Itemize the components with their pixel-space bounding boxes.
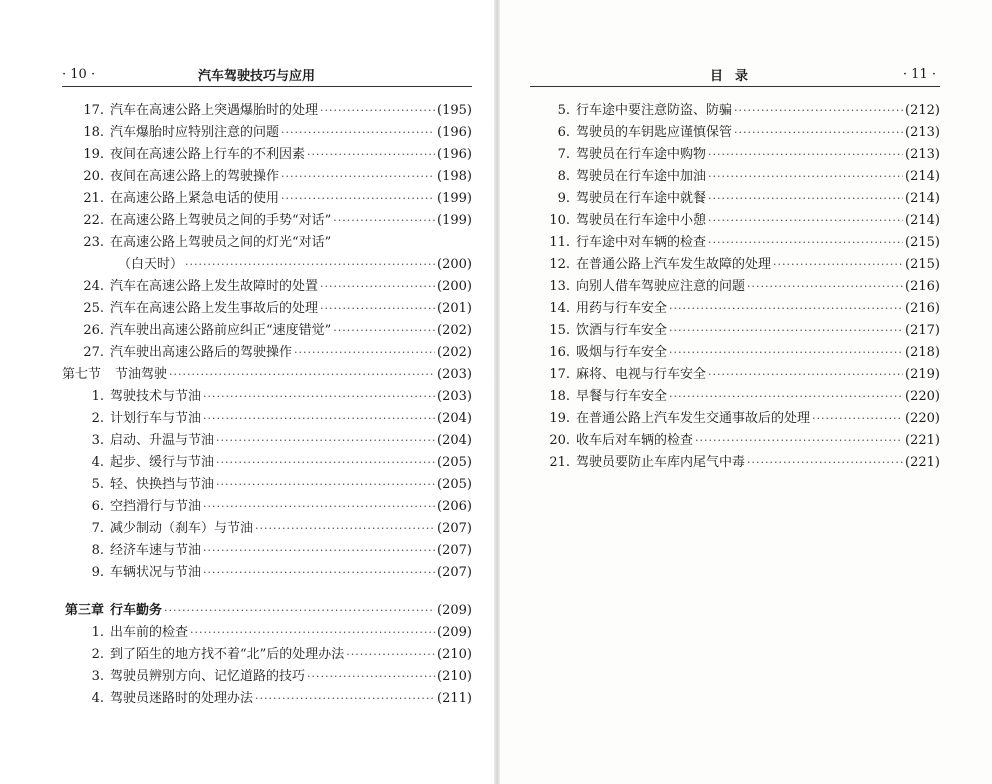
entry-title: 减少制动（刹车）与节油 (110, 521, 254, 536)
entry-title: （白天时） (118, 257, 184, 272)
entry-title: 起步、缓行与节油 (110, 455, 215, 470)
entry-title: 经济车速与节油 (110, 543, 202, 558)
toc-entry (62, 320, 472, 342)
chapter-title: 行车勤务 (110, 603, 163, 618)
entry-number: 7. (557, 147, 570, 162)
entry-title: 启动、升温与节油 (110, 433, 215, 448)
dot-leader (255, 518, 435, 540)
chapter-label: 第三章 (64, 603, 104, 618)
entry-title: 向别人借车驾驶应注意的问题 (576, 279, 746, 294)
dot-leader (281, 166, 435, 188)
entry-number: 9. (557, 191, 570, 206)
right-page-header (556, 64, 936, 84)
toc-entry (62, 430, 472, 452)
entry-title: 驾驶员在行车途中小憩 (576, 213, 707, 228)
entry-page: (216) (905, 279, 940, 294)
right-page-number: · 11 · (902, 66, 936, 82)
toc-entry (530, 430, 940, 452)
dot-leader (669, 298, 903, 320)
toc-entry (530, 232, 940, 254)
toc-entry (62, 562, 472, 584)
entry-number: 27. (83, 345, 104, 360)
toc-entry (530, 210, 940, 232)
toc-entry (530, 122, 940, 144)
entry-title: 空挡滑行与节油 (110, 499, 202, 514)
entry-page: (200) (437, 257, 472, 272)
dot-leader (320, 298, 435, 320)
dot-leader (203, 386, 435, 408)
entry-title: 驾驶员在行车途中就餐 (576, 191, 707, 206)
entry-title: 到了陌生的地方找不着“北”后的处理办法 (110, 647, 345, 662)
toc-entry (62, 452, 472, 474)
right-page (500, 0, 992, 784)
entry-number: 5. (91, 477, 104, 492)
entry-page: (199) (437, 191, 472, 206)
toc-entry (62, 540, 472, 562)
entry-page: (210) (437, 669, 472, 684)
entry-title: 饮酒与行车安全 (576, 323, 668, 338)
entry-number: 4. (91, 455, 104, 470)
entry-title: 吸烟与行车安全 (576, 345, 668, 360)
entry-page: (198) (437, 169, 472, 184)
toc-entry (62, 298, 472, 320)
toc-entry (62, 622, 472, 644)
dot-leader (734, 100, 903, 122)
toc-entry (530, 386, 940, 408)
entry-page: (204) (437, 433, 472, 448)
dot-leader (747, 452, 903, 474)
entry-title: 汽车爆胎时应特别注意的问题 (110, 125, 280, 140)
entry-title: 出车前的检查 (110, 625, 189, 640)
toc-entry (62, 474, 472, 496)
dot-leader (216, 452, 435, 474)
dot-leader (255, 688, 435, 710)
entry-number: 4. (91, 691, 104, 706)
dot-leader (203, 496, 435, 518)
right-toc (530, 100, 940, 474)
entry-title: 在普通公路上汽车发生故障的处理 (576, 257, 772, 272)
entry-number: 21. (549, 455, 570, 470)
entry-title: 驾驶员的车钥匙应谨慎保管 (576, 125, 733, 140)
entry-number: 9. (91, 565, 104, 580)
entry-number: 8. (557, 169, 570, 184)
entry-title: 汽车驶出高速公路后的驾驶操作 (110, 345, 293, 360)
entry-page: (207) (437, 521, 472, 536)
dot-leader (307, 666, 435, 688)
entry-number: 7. (91, 521, 104, 536)
toc-entry (62, 166, 472, 188)
entry-page: (218) (905, 345, 940, 360)
entry-number: 2. (91, 411, 104, 426)
entry-page: (201) (437, 301, 472, 316)
entry-number: 14. (549, 301, 570, 316)
entry-number: 18. (83, 125, 104, 140)
entry-number: 11. (549, 235, 570, 250)
entry-title: 汽车在高速公路上发生故障时的处置 (110, 279, 319, 294)
dot-leader (203, 562, 435, 584)
left-page-number: · 10 · (62, 66, 96, 82)
toc-entry (62, 342, 472, 364)
entry-number: 20. (83, 169, 104, 184)
toc-entry (62, 408, 472, 430)
entry-title: 在高速公路上驾驶员之间的手势“对话” (110, 213, 332, 228)
entry-number: 17. (83, 103, 104, 118)
entry-page: (219) (905, 367, 940, 382)
toc-chapter-heading (62, 600, 472, 622)
entry-page: (203) (437, 389, 472, 404)
entry-number: 2. (91, 647, 104, 662)
toc-entry (530, 144, 940, 166)
entry-page: (206) (437, 499, 472, 514)
toc-entry (530, 100, 940, 122)
entry-page: (214) (905, 213, 940, 228)
entry-page: (195) (437, 103, 472, 118)
toc-entry (530, 276, 940, 298)
entry-title: 夜间在高速公路上行车的不利因素 (110, 147, 306, 162)
entry-page: (215) (905, 257, 940, 272)
toc-entry (530, 254, 940, 276)
entry-title: 驾驶员要防止车库内尾气中毒 (576, 455, 746, 470)
section-title: 节油驾驶 (115, 367, 168, 382)
entry-title: 轻、快换挡与节油 (110, 477, 215, 492)
entry-page: (202) (437, 345, 472, 360)
toc-entry (62, 210, 472, 232)
entry-title: 汽车驶出高速公路前应纠正“速度错觉” (110, 323, 332, 338)
entry-title: 行车途中对车辆的检查 (576, 235, 707, 250)
toc-entry (62, 100, 472, 122)
entry-title: 计划行车与节油 (110, 411, 202, 426)
dot-leader (669, 320, 903, 342)
dot-leader (164, 600, 435, 622)
entry-page: (209) (437, 603, 472, 618)
entry-title: 驾驶员在行车途中购物 (576, 147, 707, 162)
entry-title: 夜间在高速公路上的驾驶操作 (110, 169, 280, 184)
dot-leader (695, 430, 903, 452)
entry-page: (220) (905, 389, 940, 404)
entry-title: 麻将、电视与行车安全 (576, 367, 707, 382)
dot-leader (203, 408, 435, 430)
dot-leader (734, 122, 903, 144)
entry-number: 8. (91, 543, 104, 558)
toc-entry (62, 232, 472, 254)
toc-entry (62, 496, 472, 518)
entry-title: 用药与行车安全 (576, 301, 668, 316)
entry-page: (209) (437, 625, 472, 640)
toc-entry (530, 452, 940, 474)
entry-page: (202) (437, 323, 472, 338)
left-page-header (62, 64, 470, 84)
entry-number: 26. (83, 323, 104, 338)
entry-page: (211) (437, 691, 472, 706)
entry-number: 19. (549, 411, 570, 426)
entry-page: (213) (905, 125, 940, 140)
toc-entry (530, 298, 940, 320)
dot-leader (281, 122, 435, 144)
dot-leader (216, 430, 435, 452)
left-running-title: 汽车驾驶技巧与应用 (198, 68, 316, 84)
entry-page: (221) (905, 455, 940, 470)
toc-entry (62, 144, 472, 166)
left-toc (62, 100, 472, 710)
entry-page: (199) (437, 213, 472, 228)
entry-number: 23. (83, 235, 104, 250)
toc-entry (530, 188, 940, 210)
entry-number: 16. (549, 345, 570, 360)
dot-leader (669, 342, 903, 364)
entry-number: 6. (91, 499, 104, 514)
entry-number: 15. (549, 323, 570, 338)
dot-leader (708, 232, 903, 254)
section-label: 第七节 (62, 367, 102, 382)
entry-title: 收车后对车辆的检查 (576, 433, 694, 448)
left-header-rule (62, 86, 472, 87)
entry-number: 24. (83, 279, 104, 294)
toc-entry (530, 320, 940, 342)
entry-page: (212) (905, 103, 940, 118)
entry-title: 在普通公路上汽车发生交通事故后的处理 (576, 411, 811, 426)
toc-entry (62, 666, 472, 688)
dot-leader (333, 320, 435, 342)
dot-leader (346, 644, 435, 666)
entry-title: 早餐与行车安全 (576, 389, 668, 404)
entry-title: 驾驶员辨别方向、记忆道路的技巧 (110, 669, 306, 684)
entry-page: (213) (905, 147, 940, 162)
entry-page: (207) (437, 543, 472, 558)
toc-section-heading (62, 364, 472, 386)
entry-title: 驾驶技术与节油 (110, 389, 202, 404)
dot-leader (812, 408, 903, 430)
entry-number: 5. (557, 103, 570, 118)
right-header-rule (530, 86, 940, 87)
entry-title: 行车途中要注意防盗、防骗 (576, 103, 733, 118)
entry-page: (196) (437, 125, 472, 140)
dot-leader (333, 210, 435, 232)
entry-number: 18. (549, 389, 570, 404)
entry-number: 3. (91, 669, 104, 684)
toc-entry (62, 122, 472, 144)
toc-entry (62, 188, 472, 210)
toc-entry (62, 276, 472, 298)
entry-page: (220) (905, 411, 940, 426)
toc-entry (530, 342, 940, 364)
dot-leader (669, 386, 903, 408)
dot-leader (185, 254, 435, 276)
entry-page: (217) (905, 323, 940, 338)
dot-leader (320, 100, 435, 122)
entry-page: (221) (905, 433, 940, 448)
toc-entry (530, 408, 940, 430)
entry-number: 25. (83, 301, 104, 316)
entry-number: 1. (91, 389, 104, 404)
entry-page: (210) (437, 647, 472, 662)
dot-leader (320, 276, 435, 298)
entry-number: 13. (549, 279, 570, 294)
toc-entry (62, 386, 472, 408)
toc-entry (530, 166, 940, 188)
entry-page: (207) (437, 565, 472, 580)
entry-title: 驾驶员迷路时的处理办法 (110, 691, 254, 706)
entry-number: 19. (83, 147, 104, 162)
entry-title: 汽车在高速公路上突遇爆胎时的处理 (110, 103, 319, 118)
dot-leader (190, 622, 435, 644)
toc-entry-continuation (62, 254, 472, 276)
entry-number: 22. (83, 213, 104, 228)
entry-page: (196) (437, 147, 472, 162)
right-running-title: 目录 (710, 68, 761, 84)
entry-page: (216) (905, 301, 940, 316)
entry-page: (204) (437, 411, 472, 426)
toc-entry (62, 688, 472, 710)
entry-page: (214) (905, 191, 940, 206)
dot-leader (708, 144, 903, 166)
entry-page: (214) (905, 169, 940, 184)
entry-page: (215) (905, 235, 940, 250)
entry-page: (205) (437, 455, 472, 470)
dot-leader (203, 540, 435, 562)
dot-leader (708, 210, 903, 232)
toc-entry (62, 518, 472, 540)
dot-leader (773, 254, 903, 276)
entry-page: (205) (437, 477, 472, 492)
entry-number: 17. (549, 367, 570, 382)
entry-number: 6. (557, 125, 570, 140)
entry-number: 20. (549, 433, 570, 448)
entry-title: 汽车在高速公路上发生事故后的处理 (110, 301, 319, 316)
entry-number: 12. (549, 257, 570, 272)
dot-leader (294, 342, 435, 364)
dot-leader (307, 144, 435, 166)
toc-entry (530, 364, 940, 386)
toc-entry (62, 644, 472, 666)
dot-leader (216, 474, 435, 496)
entry-number: 10. (549, 213, 570, 228)
entry-title: 在高速公路上驾驶员之间的灯光“对话” (110, 235, 332, 250)
entry-title: 车辆状况与节油 (110, 565, 202, 580)
dot-leader (708, 166, 903, 188)
dot-leader (169, 364, 435, 386)
entry-number: 1. (91, 625, 104, 640)
dot-leader (747, 276, 903, 298)
entry-page: (200) (437, 279, 472, 294)
entry-title: 在高速公路上紧急电话的使用 (110, 191, 280, 206)
dot-leader (281, 188, 435, 210)
entry-page: (203) (437, 367, 472, 382)
dot-leader (708, 188, 903, 210)
dot-leader (708, 364, 903, 386)
entry-title: 驾驶员在行车途中加油 (576, 169, 707, 184)
entry-number: 3. (91, 433, 104, 448)
entry-number: 21. (83, 191, 104, 206)
